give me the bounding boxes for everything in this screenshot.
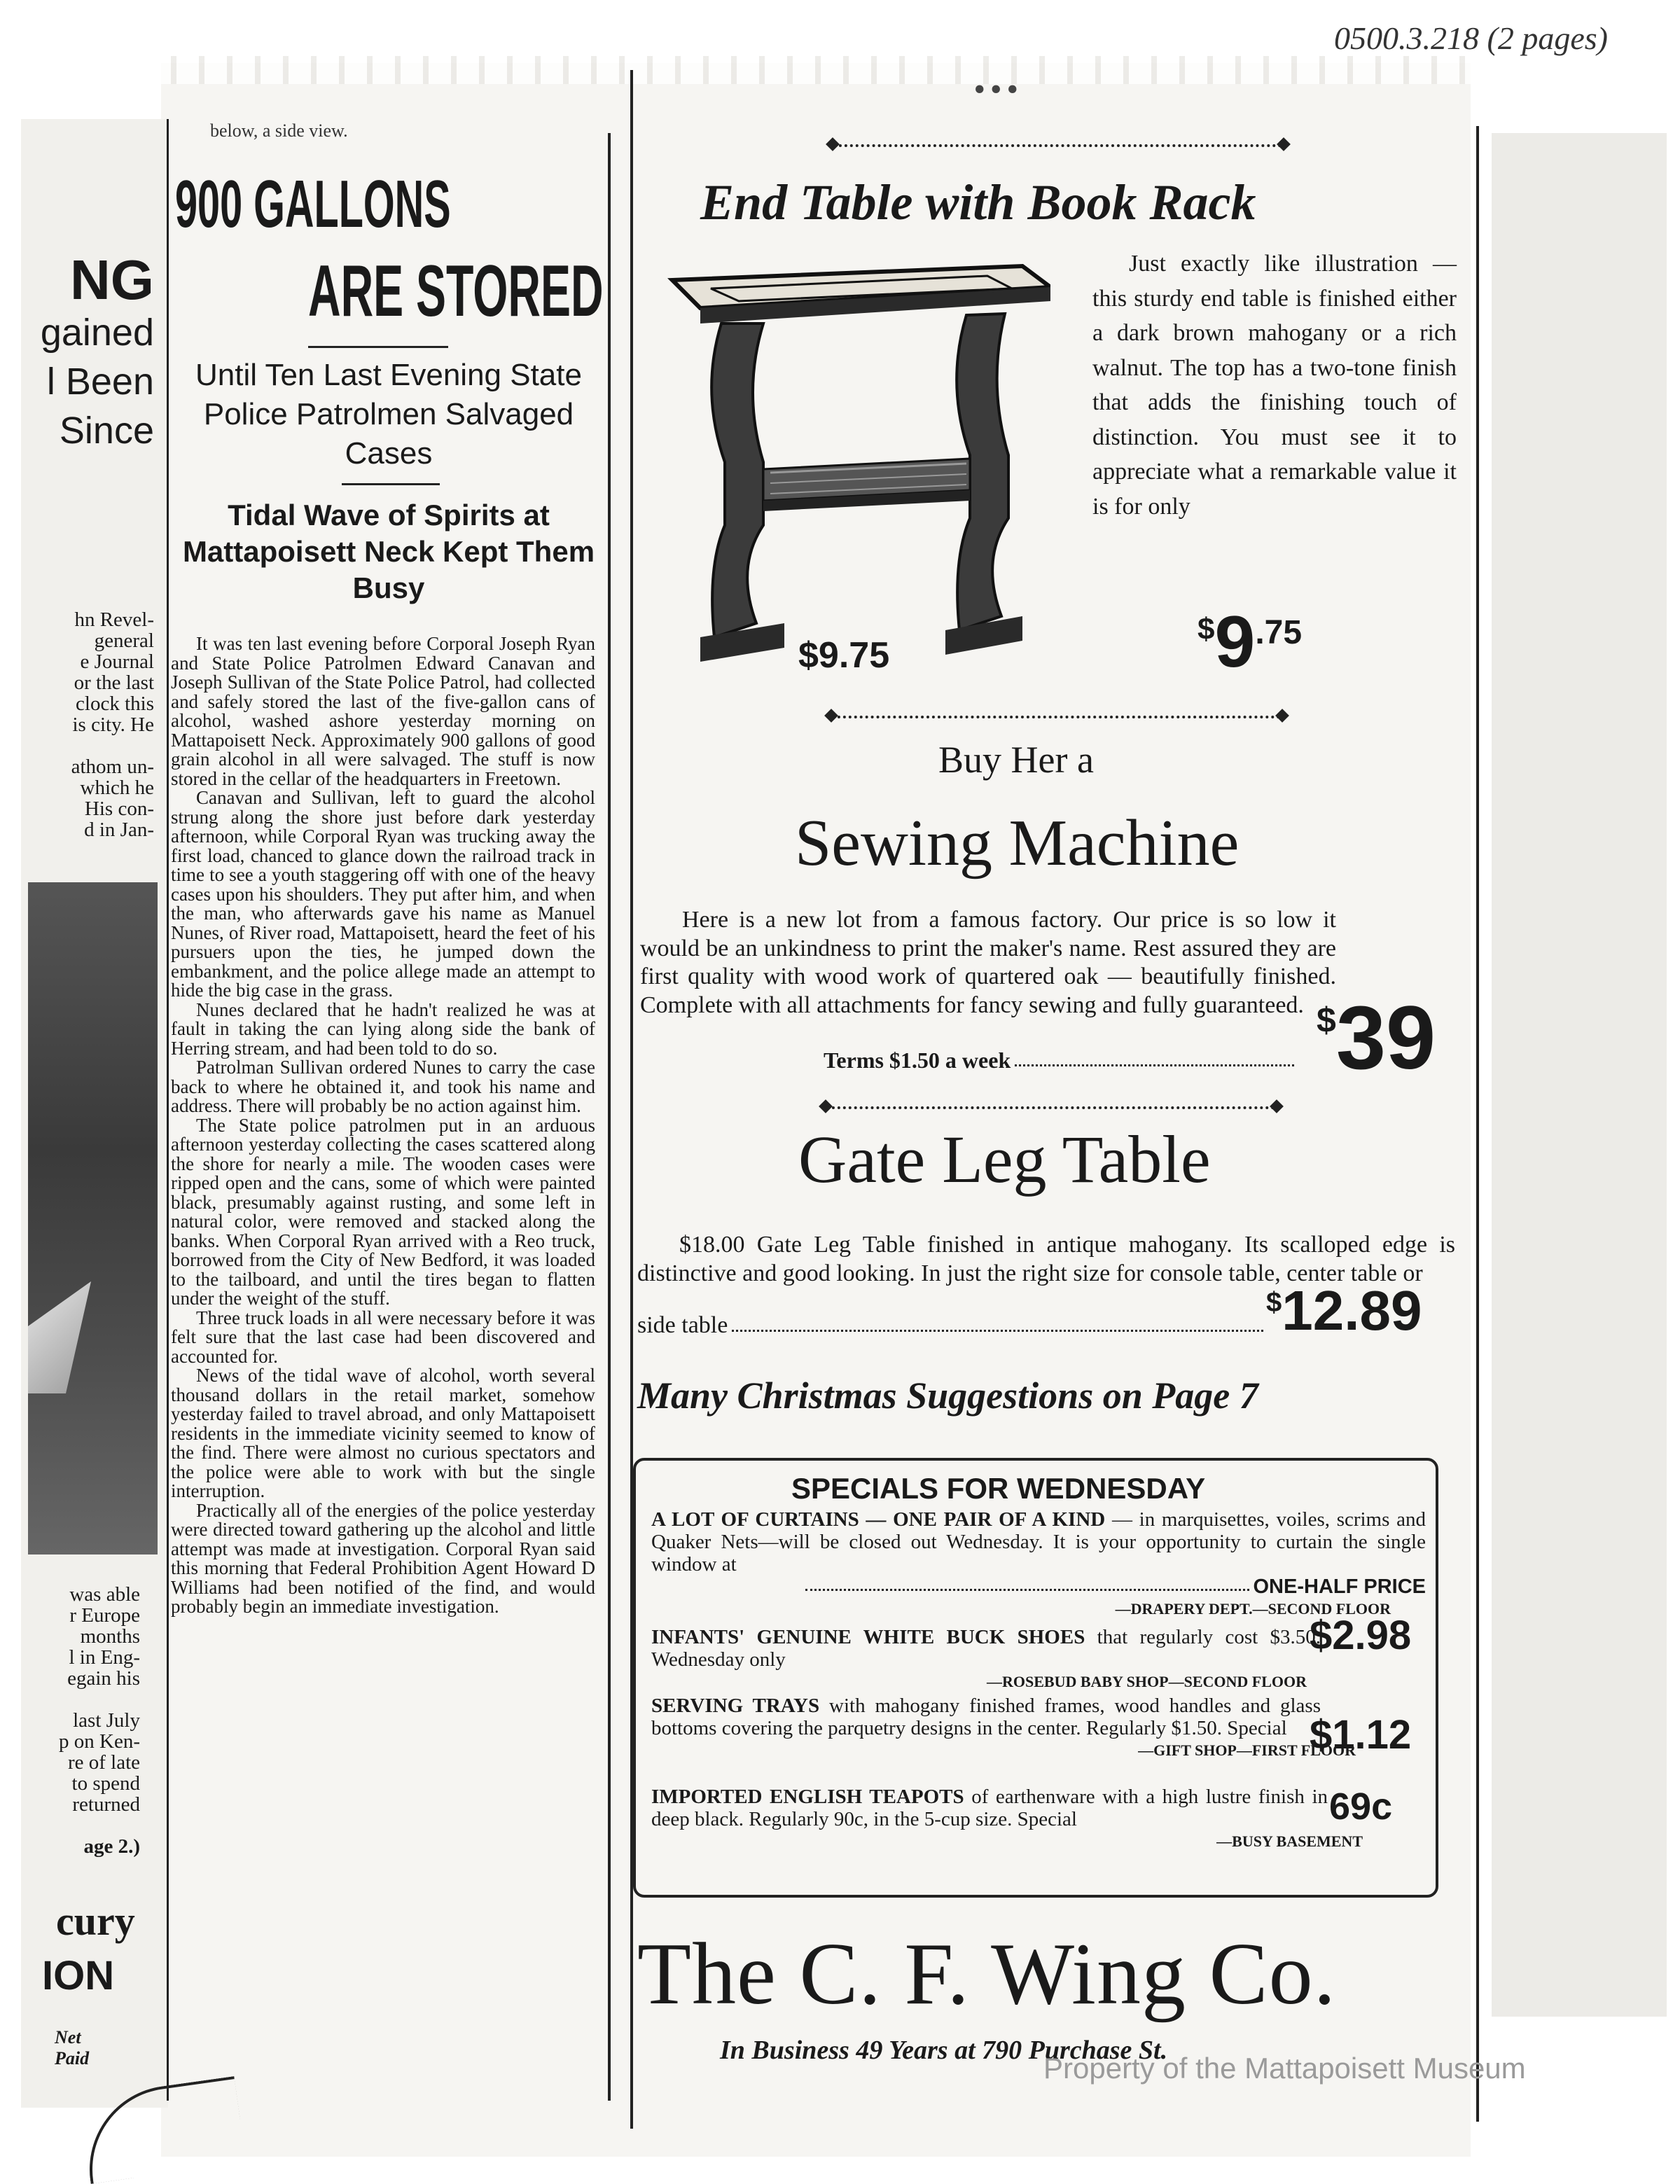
edge-text-block-2 <box>28 1584 140 1857</box>
special-text: that regularly cost $3.50. Wednesday only <box>651 1626 1321 1671</box>
article-body <box>171 634 595 1617</box>
special-lead: IMPORTED ENGLISH TEAPOTS <box>651 1786 964 1808</box>
edge-text-line <box>28 735 154 756</box>
top-fragment: below, a side view. <box>210 120 348 141</box>
torn-edge <box>161 56 1471 84</box>
gate-leg-title: Gate Leg Table <box>798 1122 1211 1197</box>
special-price: $1.12 <box>1310 1712 1412 1758</box>
dot-leader <box>805 1589 1249 1591</box>
edge-text-line: to spend <box>71 1772 140 1795</box>
sewing-price <box>1317 988 1436 1088</box>
price-dollar-sign: $ <box>1266 1287 1282 1318</box>
price-value: 12.89 <box>1282 1279 1422 1342</box>
section-divider-1 <box>832 716 1280 718</box>
catalog-number: 0500.3.218 (2 pages) <box>1334 20 1608 56</box>
deck-1: Until Ten Last Evening State Police Patrolmen Salvaged Cases <box>195 358 582 471</box>
special-text: — in marquisettes, voiles, scrims and Quaker Nets—will be closed out Wednesday. It is your opportunity to curtain the single window at <box>651 1508 1426 1576</box>
edge-text-line: last July <box>73 1709 140 1732</box>
edge-text-line: which he <box>80 777 154 799</box>
end-table-description: Just exactly like illustration — this sturdy end table is finished either a dark brown mahogany or a rich walnut. The top has a two-tone finish that adds the finishing touch of distinction. You must see it to appreciate what a remarkable value it is for only <box>1092 251 1457 520</box>
special-dept: —GIFT SHOP—FIRST FLOOR <box>1138 1741 1356 1759</box>
headline-line-2: ARE STORED <box>308 251 604 332</box>
column-rule-2 <box>608 133 611 2101</box>
top-ornament-rule <box>833 144 1282 147</box>
end-table-illustration <box>658 259 1050 679</box>
end-table-title: End Table with Book Rack <box>700 174 1256 230</box>
edge-text-line: p on Ken- <box>59 1730 140 1753</box>
column-rule-1 <box>167 119 169 2101</box>
article-paragraph: Patrolman Sullivan ordered Nunes to carry the case back to where he obtained it, and took his name and address. There will probably be no action against him. <box>171 1057 595 1116</box>
edge-headline-line: l Been <box>46 361 154 403</box>
edge-text-line: re of late <box>67 1751 140 1774</box>
edge-bottom-fragment-2: ION <box>42 1953 115 1998</box>
edge-headline-line: gained <box>40 312 154 354</box>
special-price-row <box>651 1576 1426 1598</box>
price-value: 39 <box>1335 988 1436 1088</box>
special-lead: INFANTS' GENUINE WHITE BUCK SHOES <box>651 1626 1085 1648</box>
edge-text-block-1 <box>28 609 154 840</box>
specials-item-curtains <box>651 1508 1426 1620</box>
headline-divider <box>308 346 448 348</box>
edge-headline-line: Since <box>59 410 154 452</box>
edge-text-line: was able <box>69 1583 140 1606</box>
gate-leg-last-row <box>637 1312 1268 1339</box>
edge-headline-line: NG <box>70 249 154 311</box>
edge-text-line: age 2.) <box>83 1835 140 1858</box>
special-price: ONE-HALF PRICE <box>1253 1576 1426 1598</box>
edge-text-line: returned <box>72 1793 140 1816</box>
edge-text-line: l in Eng- <box>69 1646 140 1669</box>
company-name: The C. F. Wing Co. <box>637 1926 1337 2023</box>
museum-watermark: Property of the Mattapoisett Museum <box>1043 2052 1526 2085</box>
price-dollar-sign: $ <box>1317 1001 1336 1040</box>
special-text: of earthenware with a high lustre finish in deep black. Regularly 90c, in the 5-cup size. Special <box>651 1786 1328 1830</box>
edge-text-line: clock this <box>76 693 154 715</box>
specials-heading: SPECIALS FOR WEDNESDAY <box>791 1472 1206 1505</box>
sewing-terms-row <box>640 1048 1298 1073</box>
special-dept: —ROSEBUD BABY SHOP—SECOND FLOOR <box>987 1673 1307 1690</box>
article-paragraph: It was ten last evening before Corporal Joseph Ryan and State Police Patrolmen Edward Canavan and Joseph Sullivan of the State Police Patrol, had collected and safely stored the last of the five-gallon cans of alcohol, washed ashore yesterday morning on Mattapoisett Neck. Approximately 900 gallons of good grain alcohol in all were salvaged. The stuff is now stored in the cellar of the headquarters in Freetown. <box>171 633 595 789</box>
edge-text-line: d in Jan- <box>84 819 154 841</box>
headline-line-1: 900 GALLONS <box>175 167 451 242</box>
article-paragraph: Three truck loads in all were necessary before it was felt sure that the last case had been discovered and accounted for. <box>171 1307 595 1367</box>
edge-photo <box>28 882 158 1554</box>
article-paragraph: Canavan and Sullivan, left to guard the alcohol strung along the shore just before dark yesterday afternoon, while Corporal Ryan was trucking away the first load, chanced to glance down the railroad track in time to see a youth staggering off with one of the heavy cases upon his shoulders. They put after him, and when the man, who afterwards gave his name as Manuel Nunes, of River road, Mattapoisett, heard the feet of his pursuers upon the ties, he jumped down the embankment, and the police allege made an attempt to hide the big case in the grass. <box>171 787 595 1001</box>
gate-leg-price <box>1266 1280 1422 1342</box>
edge-text-line: r Europe <box>69 1604 140 1627</box>
specials-item-trays <box>651 1695 1426 1762</box>
special-lead: A LOT OF CURTAINS — ONE PAIR OF A KIND <box>651 1508 1106 1531</box>
edge-text-line <box>28 1689 140 1710</box>
specials-item-teapots <box>651 1786 1426 1853</box>
deck-divider <box>342 483 440 485</box>
edge-text-line: or the last <box>74 672 154 694</box>
edge-text-line: hn Revel- <box>74 608 154 631</box>
article-paragraph: Nunes declared that he hadn't realized he was at fault in taking the can lying along side the bank of Herring stream, and had been told to do so. <box>171 999 595 1059</box>
article-paragraph: News of the tidal wave of alcohol, worth several thousand dollars in the retail market, somehow yesterday failed to travel abroad, and only Mattapoisett residents in the immediate vicinity seemed to know of the find. There were almost no curious spectators and the police were able to work with but the single interruption. <box>171 1365 595 1501</box>
dot-leader <box>1015 1064 1294 1066</box>
special-dept: —DRAPERY DEPT.—SECOND FLOOR <box>1115 1600 1391 1618</box>
company-tagline: In Business 49 Years at 790 Purchase St. <box>720 2036 1168 2065</box>
special-dept: —BUSY BASEMENT <box>1216 1832 1363 1850</box>
special-lead: SERVING TRAYS <box>651 1695 820 1717</box>
special-price: $2.98 <box>1310 1613 1412 1658</box>
masthead-fragment: ... <box>973 50 1023 104</box>
edge-text-line: egain his <box>67 1667 140 1690</box>
section-divider-2 <box>826 1106 1275 1109</box>
edge-bottom-fragment-3: Net Paid <box>55 2027 90 2068</box>
deck-2: Tidal Wave of Spirits at Mattapoisett Neck Kept Them Busy <box>182 499 595 604</box>
edge-bottom-fragment-1: cury <box>56 1898 135 1944</box>
edge-text-line: e Journal <box>80 651 154 673</box>
price-cents: .75 <box>1255 614 1303 651</box>
edge-headline-fragment <box>28 249 154 455</box>
right-torn-strip <box>1492 133 1667 2017</box>
end-table-price <box>1197 601 1303 683</box>
article-paragraph: The State police patrolmen put in an arduous afternoon yesterday collecting the cases scattered along the shore for nearly a mile. The wooden cases were ripped open and the cans, some of which were painted black, presumably against rusting, and some left in natural color, were removed and stacked along the banks. When Corporal Ryan arrived with a Reo truck, borrowed from the City of New Bedford, it was loaded to the tailboard, and until the tires began to flatten under the weight of the stuff. <box>171 1114 595 1309</box>
gate-leg-description: $18.00 Gate Leg Table finished in antique mahogany. Its scalloped edge is distinctive and good looking. In just the right size for console table, center table or <box>637 1232 1455 1286</box>
price-integer: 9 <box>1214 601 1256 683</box>
christmas-line: Many Christmas Suggestions on Page 7 <box>637 1375 1258 1417</box>
dot-leader <box>732 1330 1263 1332</box>
gate-leg-last-line: side table <box>637 1312 728 1338</box>
edge-text-line: His con- <box>84 798 154 820</box>
specials-item-shoes <box>651 1613 1426 1693</box>
special-price: 69c <box>1329 1786 1393 1828</box>
sewing-terms: Terms $1.50 a week <box>824 1048 1011 1073</box>
edge-text-line: general <box>94 630 154 652</box>
edge-text-line: is city. He <box>72 714 154 736</box>
edge-text-line <box>28 1815 140 1836</box>
illustration-price-label: $9.75 <box>798 635 890 676</box>
ad-right-border <box>1476 126 1479 2122</box>
sewing-title: Sewing Machine <box>795 807 1240 879</box>
article-paragraph: Practically all of the energies of the police yesterday were directed toward gathering up the alcohol and little attempt was made at investigation. Corporal Ryan said this morning that Federal Prohibition Agent Howard D Williams had been notified of the find, and would probably begin an immediate investigation. <box>171 1499 595 1617</box>
edge-text-line: months <box>80 1625 140 1648</box>
sewing-description-text: Here is a new lot from a famous factory. Our price is so low it would be an unkindness to print the maker's name. Rest assured they are first quality with wood work of quartered oak — beautifully finished. Complete with all attachments for fancy sewing and fully guaranteed. <box>640 907 1336 1018</box>
special-text: with mahogany finished frames, wood handles and glass bottoms covering the parquetry designs in the center. Regularly $1.50. Special <box>651 1695 1321 1739</box>
price-dollar-sign: $ <box>1197 612 1215 646</box>
sewing-kicker: Buy Her a <box>938 739 1094 781</box>
edge-text-line: athom un- <box>71 756 154 778</box>
